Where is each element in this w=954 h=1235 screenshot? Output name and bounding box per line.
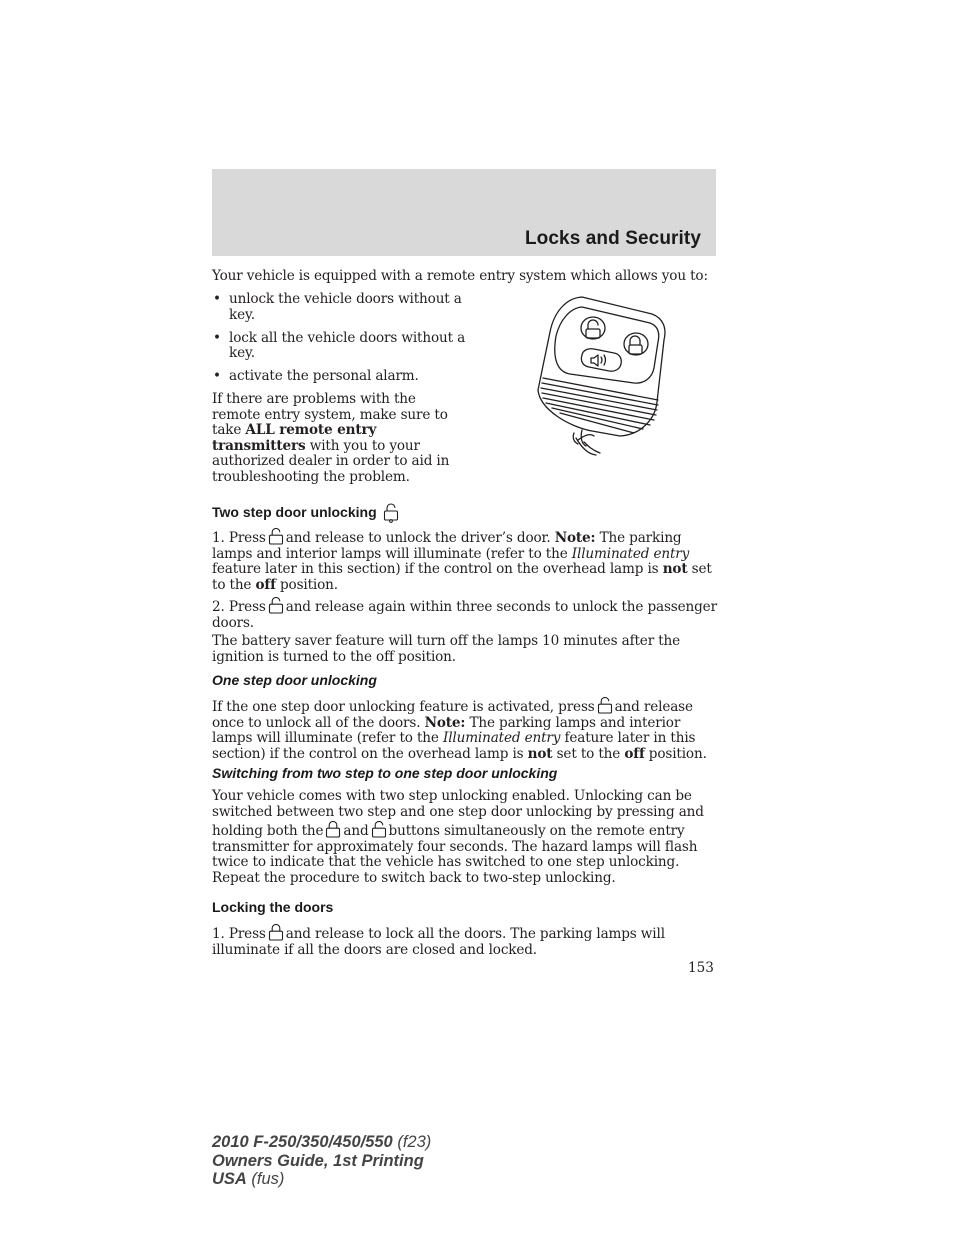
footer-line-3: USA (fus)	[212, 1170, 285, 1188]
list-item: • activate the personal alarm.	[212, 369, 467, 385]
troubleshooting-paragraph: If there are problems with the remote entry system, make sure to take ALL remote entry transmitters with you to your authorized dealer in order to aid in troubleshooting the problem.	[212, 391, 450, 485]
lock-icon	[268, 923, 284, 941]
locking-paragraph: 1. Press and release to lock all the doors. The parking lamps will illuminate if all the doors are closed and locked.	[212, 923, 717, 958]
two-step-paragraph-1: 1. Press and release to unlock the driver’s door. Note: The parking lamps and interior lamps will illuminate (refer to the Illuminated entry feature later in this section) if the control on the overhead lamp is not set to the off position.	[212, 527, 717, 593]
battery-saver-paragraph: The battery saver feature will turn off the lamps 10 minutes after the ignition is turned to the off position.	[212, 633, 681, 665]
one-step-paragraph: If the one step door unlocking feature is activated, press and release once to unlock all of the doors. Note: The parking lamps and interior lamps will illuminate (refer to the Illuminated entry feature later in this section) if the control on the overhead lamp is not set to the off position.	[212, 696, 717, 762]
unlock-icon	[268, 596, 284, 614]
feature-list	[212, 292, 467, 392]
footer-line-2: Owners Guide, 1st Printing	[212, 1151, 424, 1170]
section-title: Locks and Security	[524, 228, 701, 249]
page-number: 153	[688, 960, 714, 976]
unlock-icon	[371, 820, 387, 838]
document-footer	[212, 1133, 431, 1189]
two-step-paragraph-2: 2. Press and release again within three seconds to unlock the passenger doors.	[212, 596, 717, 631]
unlock-icon	[597, 696, 613, 714]
door-unlock-icon	[383, 502, 400, 524]
remote-key-fob-illustration	[530, 290, 670, 458]
switching-paragraph: Your vehicle comes with two step unlocking enabled. Unlocking can be switched between two step and one step door unlocking by pressing and holding both the and buttons simultaneously on the remote entry transmitter for approximately four seconds. The hazard lamps will flash twice to indicate that the vehicle has switched to one step unlocking. Repeat the procedure to switch back to two-step unlocking.	[212, 788, 704, 886]
list-item: • unlock the vehicle doors without a key.	[212, 292, 467, 323]
unlock-icon	[268, 527, 284, 545]
footer-line-1: 2010 F-250/350/450/550 (f23)	[212, 1133, 432, 1151]
switching-heading: Switching from two step to one step door unlocking	[212, 765, 558, 781]
intro-paragraph: Your vehicle is equipped with a remote entry system which allows you to:	[212, 268, 708, 284]
one-step-heading: One step door unlocking	[212, 672, 377, 688]
list-item: • lock all the vehicle doors without a key.	[212, 331, 467, 362]
section-header-band	[212, 169, 716, 256]
locking-heading: Locking the doors	[212, 899, 334, 915]
two-step-heading: Two step door unlocking	[212, 502, 402, 524]
lock-icon	[325, 820, 341, 838]
